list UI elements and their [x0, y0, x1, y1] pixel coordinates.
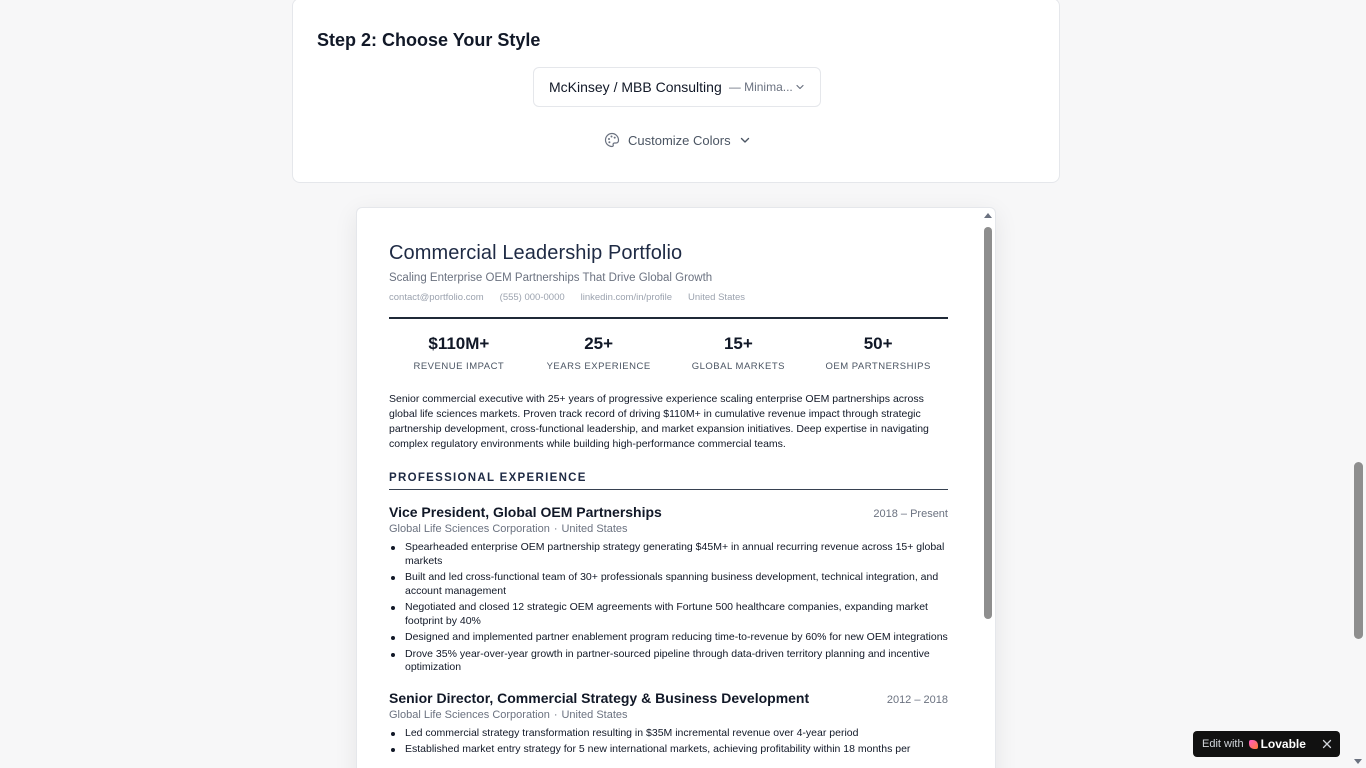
- job-dates: 2012 – 2018: [886, 693, 948, 706]
- job-entry: [389, 504, 948, 675]
- job-title: Senior Director, Commercial Strategy & Business Development: [389, 689, 810, 706]
- customize-colors-toggle[interactable]: [604, 132, 751, 148]
- metric-value: 25+: [584, 334, 614, 353]
- preview-scroll-thumb[interactable]: [984, 227, 992, 619]
- contact-email: contact@portfolio.com: [389, 292, 484, 303]
- metric-item: [669, 334, 809, 372]
- chevron-down-icon: [794, 81, 806, 93]
- job-company-line: [389, 523, 948, 535]
- job-bullet: Drove 35% year-over-year growth in partner-sourced pipeline through data-driven territory planning and incentive optimization: [389, 648, 948, 675]
- job-bullet: Designed and implemented partner enablement program reducing time-to-revenue by 60% for new OEM integrations: [389, 631, 948, 645]
- job-company-line: [389, 709, 948, 721]
- badge-edit-label: Edit with: [1202, 738, 1244, 750]
- job-bullet: Built and led cross-functional team of 30+ professionals spanning business development, technical integration, and account management: [389, 571, 948, 598]
- style-select-value: McKinsey / MBB Consulting: [549, 79, 722, 95]
- metric-value: 15+: [723, 334, 753, 353]
- job-company: Global Life Sciences Corporation: [389, 708, 550, 721]
- page-scrollbar[interactable]: [1351, 0, 1366, 768]
- resume-tagline: Scaling Enterprise OEM Partnerships That Drive Global Growth: [389, 272, 713, 284]
- job-entry: [389, 690, 948, 757]
- page-scroll-thumb[interactable]: [1354, 462, 1363, 639]
- edit-with-lovable-badge[interactable]: [1193, 731, 1340, 757]
- lovable-brand-label: Lovable: [1260, 737, 1306, 751]
- metric-label: YEARS EXPERIENCE: [546, 361, 651, 372]
- customize-colors-label: Customize Colors: [628, 132, 731, 148]
- scroll-up-arrow-icon[interactable]: [984, 213, 992, 218]
- resume-contacts: [389, 292, 948, 303]
- step-title: Step 2: Choose Your Style: [317, 30, 541, 50]
- job-company: Global Life Sciences Corporation: [389, 523, 550, 535]
- job-bullets: [389, 541, 948, 675]
- job-bullet: Established market entry strategy for 5 new international markets, achieving profitability within 18 months per: [389, 743, 948, 757]
- palette-icon: [604, 132, 620, 148]
- separator-dot: ·: [553, 708, 558, 721]
- style-step-card: [292, 0, 1060, 183]
- contact-linkedin: linkedin.com/in/profile: [580, 292, 672, 303]
- resume-name: Commercial Leadership Portfolio: [389, 242, 683, 264]
- close-icon[interactable]: [1320, 737, 1334, 751]
- job-location: United States: [561, 708, 628, 721]
- resume-document: [389, 242, 948, 760]
- header-divider: [389, 317, 948, 319]
- contact-phone: (555) 000-0000: [499, 292, 565, 303]
- style-select-subtitle: — Minima...: [728, 80, 793, 94]
- contact-location: United States: [688, 292, 746, 303]
- section-heading-experience: PROFESSIONAL EXPERIENCE: [389, 472, 948, 490]
- lovable-heart-icon: [1249, 740, 1258, 749]
- preview-scrollbar[interactable]: [982, 209, 994, 768]
- resume-summary: Senior commercial executive with 25+ years of progressive experience scaling enterprise OEM partnerships across global life sciences markets. Proven track record of driving $110M+ in cumulative revenue impact through strategic partnership development, cross-functional leadership, and market expansion initiatives. Deep expertise in navigating complex regulatory environments while building high-performance commercial teams.: [389, 393, 929, 450]
- job-bullets: [389, 727, 948, 757]
- job-dates: 2018 – Present: [873, 508, 948, 520]
- metric-item: [529, 334, 669, 372]
- job-location: United States: [561, 523, 628, 535]
- metric-item: [808, 334, 948, 372]
- chevron-down-icon: [739, 134, 751, 146]
- job-bullet: Led commercial strategy transformation resulting in $35M incremental revenue over 4-year period: [389, 727, 948, 741]
- job-bullet: Spearheaded enterprise OEM partnership strategy generating $45M+ in annual recurring revenue across 15+ global markets: [389, 541, 948, 568]
- job-bullet: Negotiated and closed 12 strategic OEM agreements with Fortune 500 healthcare companies, expanding market footprint by 40%: [389, 601, 948, 628]
- metric-label: REVENUE IMPACT: [413, 361, 505, 372]
- style-select[interactable]: [533, 67, 821, 107]
- metrics-row: [389, 334, 948, 372]
- lovable-brand: [1249, 737, 1306, 751]
- metric-value: 50+: [863, 334, 893, 353]
- scroll-down-arrow-icon[interactable]: [1354, 759, 1362, 764]
- separator-dot: ·: [553, 523, 558, 535]
- job-title: Vice President, Global OEM Partnerships: [389, 504, 662, 520]
- metric-item: [389, 334, 529, 372]
- metric-label: OEM PARTNERSHIPS: [825, 361, 931, 372]
- resume-preview: [356, 207, 996, 768]
- metric-value: $110M+: [428, 334, 490, 353]
- metric-label: GLOBAL MARKETS: [691, 361, 785, 372]
